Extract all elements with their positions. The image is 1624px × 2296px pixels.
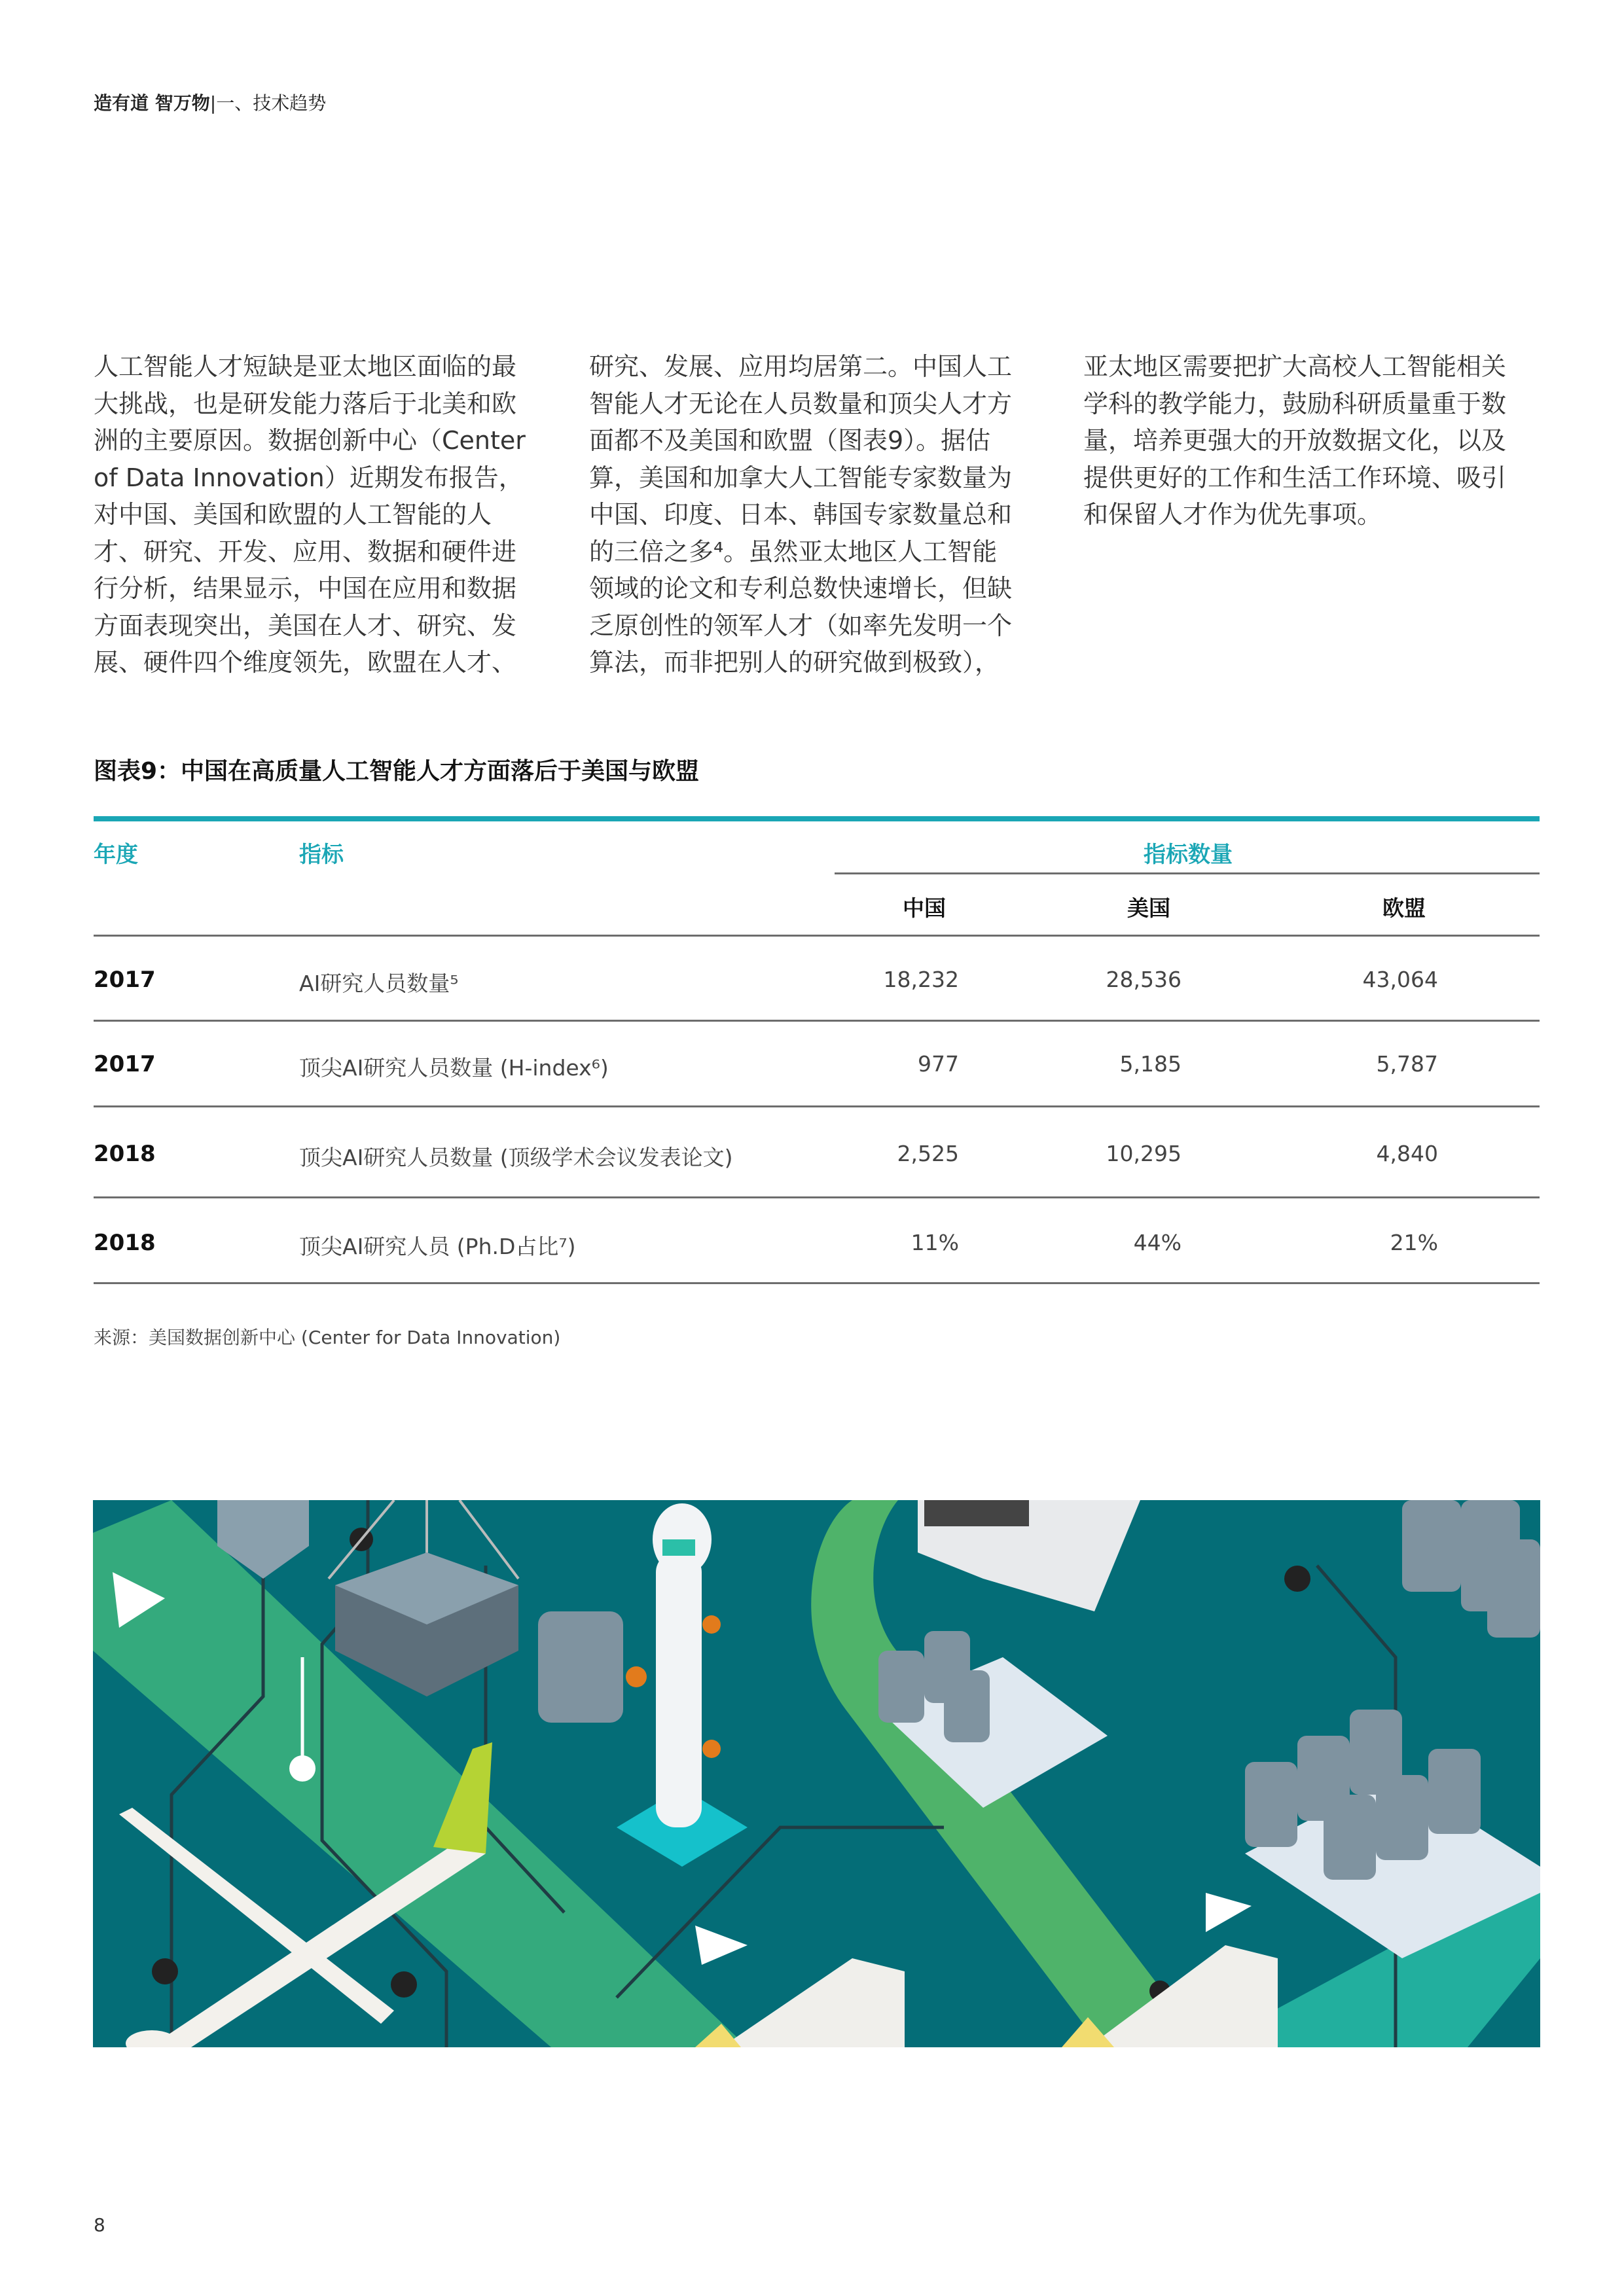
page-number: 8 [94,2214,105,2236]
column-header-count: 指标数量 [1144,842,1233,868]
value-eu: 21% [1390,1230,1438,1255]
header-brand: 造有道 智万物 [94,92,210,114]
column-header-china: 中国 [903,895,946,921]
value-us: 10,295 [1106,1141,1182,1166]
text-line: 领域的论文和专利总数快速增长，但缺 [589,574,1013,603]
text-line: 展、硬件四个维度领先，欧盟在人才、 [94,648,517,677]
column-header-us: 美国 [1127,895,1170,921]
text-line: 乏原创性的领军人才（如率先发明一个 [589,611,1013,640]
header-section: 一、技术趋势 [216,92,327,114]
value-eu: 43,064 [1362,967,1438,992]
running-header [94,89,326,115]
column-header-year: 年度 [94,842,138,868]
row-year: 2017 [94,967,156,993]
row-indicator: 顶尖AI研究人员 (Ph.D占比⁷) [299,1234,576,1259]
figure-source: 来源：美国数据创新中心 (Center for Data Innovation) [94,1327,561,1348]
row-rule [94,1105,1540,1107]
value-us: 5,185 [1119,1051,1182,1077]
text-line: 方面表现突出，美国在人才、研究、发 [94,611,517,640]
text-line: 大挑战，也是研发能力落后于北美和欧 [94,389,517,418]
text-line: 对中国、美国和欧盟的人工智能的人 [94,500,492,529]
text-line: 面都不及美国和欧盟（图表9）。据估 [589,426,991,455]
row-year: 2018 [94,1230,156,1256]
row-indicator: AI研究人员数量⁵ [299,971,459,996]
figure-title: 图表9：中国在高质量人工智能人才方面落后于美国与欧盟 [94,758,700,785]
text-line: of Data Innovation）近期发布报告， [94,463,524,492]
text-line: 量，培养更强大的开放数据文化，以及 [1083,426,1507,455]
row-indicator: 顶尖AI研究人员数量 (顶级学术会议发表论文) [299,1145,733,1170]
value-us: 28,536 [1106,967,1182,992]
text-line: 中国、印度、日本、韩国专家数量总和 [589,500,1013,529]
header-separator: | [209,92,217,114]
text-line: 研究、发展、应用均居第二。中国人工 [589,352,1013,381]
text-line: 智能人才无论在人员数量和顶尖人才方 [589,389,1013,418]
text-line: 的三倍之多⁴。虽然亚太地区人工智能 [589,537,998,566]
row-year: 2018 [94,1141,156,1167]
row-rule [94,1020,1540,1022]
value-china: 2,525 [897,1141,959,1166]
logistics-illustration [93,1500,1540,2047]
value-eu: 4,840 [1376,1141,1438,1166]
text-line: 亚太地区需要把扩大高校人工智能相关 [1083,352,1507,381]
text-line: 算，美国和加拿大人工智能专家数量为 [589,463,1013,492]
value-china: 18,232 [883,967,959,992]
body-column-1 [94,348,552,681]
value-china: 11% [911,1230,959,1255]
text-line: 才、研究、开发、应用、数据和硬件进 [94,537,517,566]
body-column-2 [589,348,1047,681]
text-line: 提供更好的工作和生活工作环境、吸引 [1083,463,1507,492]
text-line: 人工智能人才短缺是亚太地区面临的最 [94,352,517,381]
value-us: 44% [1133,1230,1182,1255]
value-eu: 5,787 [1376,1051,1438,1077]
column-header-indicator: 指标 [299,842,344,868]
text-line: 洲的主要原因。数据创新中心（Center [94,426,526,455]
text-line: 学科的教学能力，鼓励科研质量重于数 [1083,389,1507,418]
table-top-rule [94,816,1540,821]
column-header-eu: 欧盟 [1382,895,1426,921]
value-china: 977 [918,1051,959,1077]
row-rule [94,1196,1540,1198]
body-column-3 [1083,348,1542,533]
row-indicator: 顶尖AI研究人员数量 (H-index⁶) [299,1055,609,1081]
text-line: 算法，而非把别人的研究做到极致）， [589,648,1000,677]
header-subrule [835,872,1540,874]
table-bottom-rule [94,1282,1540,1284]
header-bottom-rule [94,935,1540,937]
text-line: 行分析，结果显示，中国在应用和数据 [94,574,517,603]
row-year: 2017 [94,1051,156,1077]
text-line: 和保留人才作为优先事项。 [1083,500,1382,529]
